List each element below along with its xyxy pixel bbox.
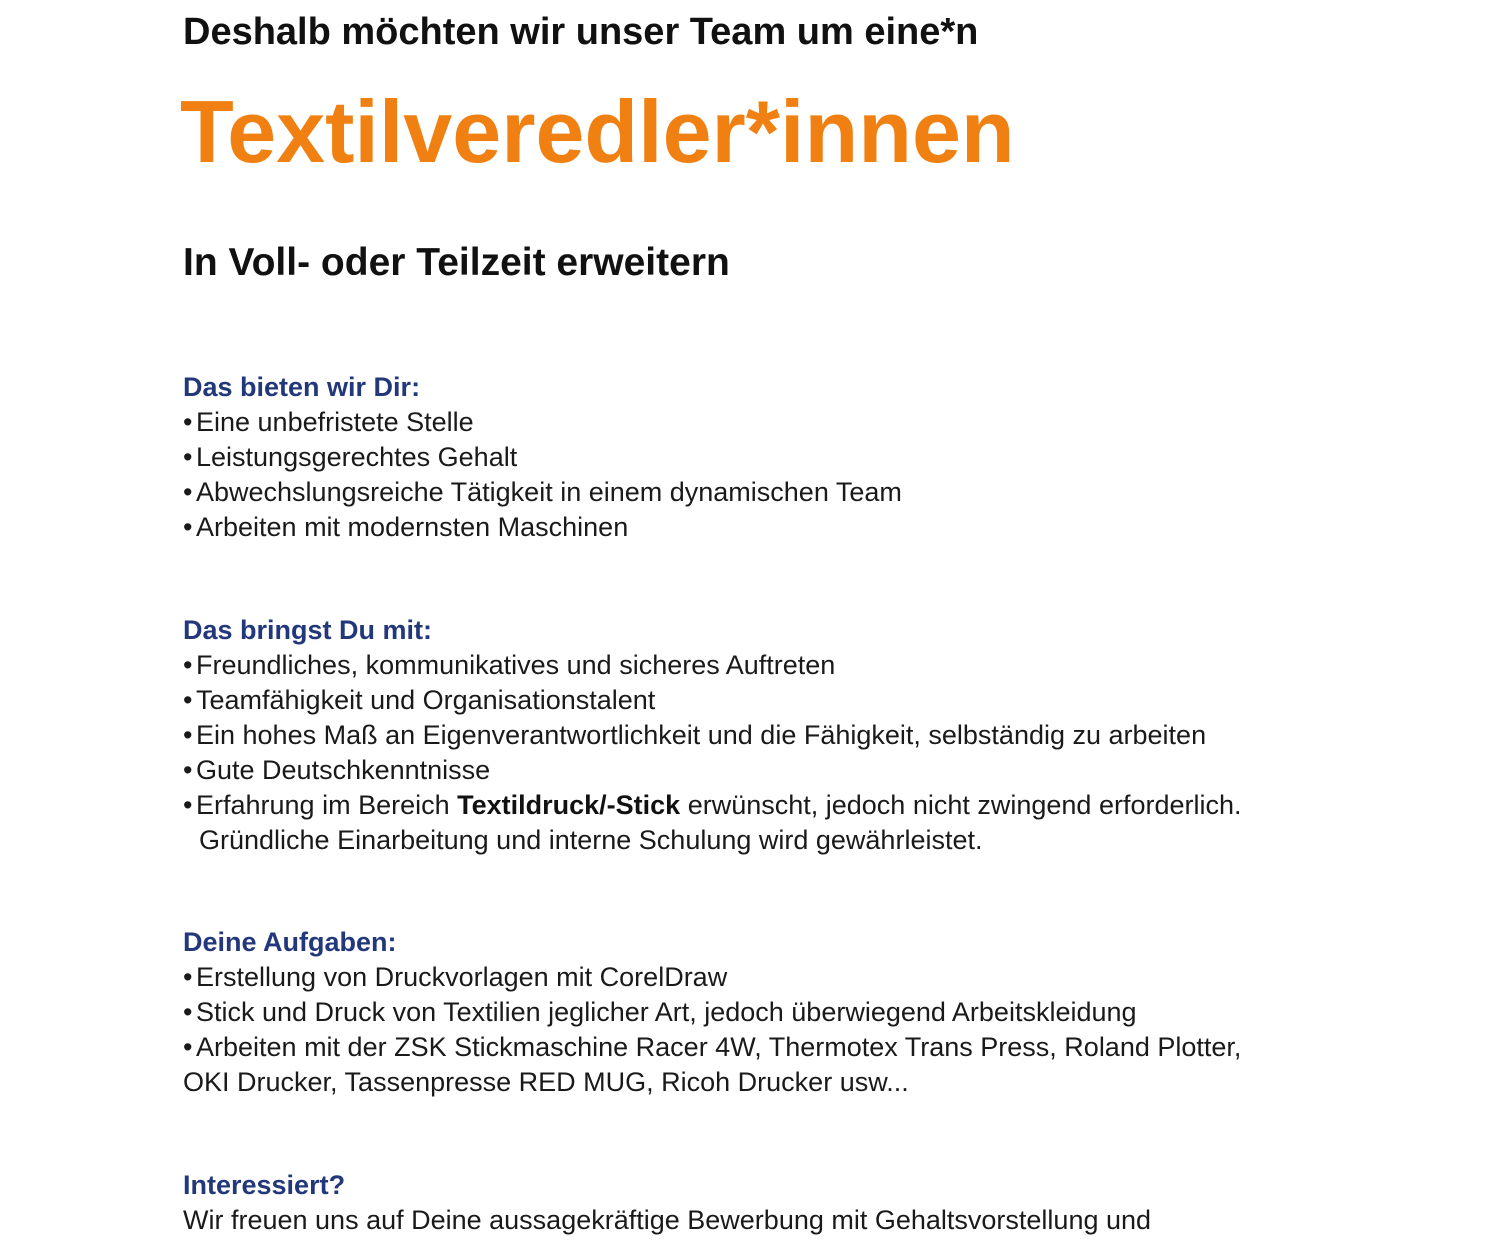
intro-line: Deshalb möchten wir unser Team um eine*n bbox=[183, 11, 979, 53]
offer-section bbox=[183, 370, 1403, 545]
list-item: • Eine unbefristete Stelle bbox=[183, 405, 1403, 440]
list-item: • Stick und Druck von Textilien jeglicher Art, jedoch überwiegend Arbeitskleidung bbox=[183, 995, 1403, 1030]
bullet-icon: • bbox=[183, 790, 193, 820]
requirements-heading: Das bringst Du mit: bbox=[183, 615, 433, 645]
list-item: • Erstellung von Druckvorlagen mit CorelDraw bbox=[183, 960, 1403, 995]
requirements-section bbox=[183, 613, 1403, 858]
bullet-icon: • bbox=[183, 650, 193, 680]
tasks-section bbox=[183, 925, 1403, 1100]
bullet-icon: • bbox=[183, 477, 193, 507]
list-item: • Abwechslungsreiche Tätigkeit in einem dynamischen Team bbox=[183, 475, 1403, 510]
tasks-list bbox=[183, 960, 1403, 1065]
bullet-icon: • bbox=[183, 512, 193, 542]
list-item: • Gute Deutschkenntnisse bbox=[183, 753, 1403, 788]
list-item: • Ein hohes Maß an Eigenverantwortlichkeit und die Fähigkeit, selbständig zu arbeiten bbox=[183, 718, 1403, 753]
bullet-icon: • bbox=[183, 407, 193, 437]
offer-heading: Das bieten wir Dir: bbox=[183, 372, 421, 402]
tasks-continuation: OKI Drucker, Tassenpresse RED MUG, Ricoh Drucker usw... bbox=[183, 1067, 909, 1097]
bullet-icon: • bbox=[183, 442, 193, 472]
tasks-heading: Deine Aufgaben: bbox=[183, 927, 397, 957]
bullet-icon: • bbox=[183, 685, 193, 715]
job-posting bbox=[180, 0, 1383, 1250]
bullet-icon: • bbox=[183, 1032, 193, 1062]
list-item: • Freundliches, kommunikatives und sicheres Auftreten bbox=[183, 648, 1403, 683]
experience-keyword: Textildruck/-Stick bbox=[457, 790, 681, 820]
bullet-icon: • bbox=[183, 997, 193, 1027]
experience-continuation: Gründliche Einarbeitung und interne Schulung wird gewährleistet. bbox=[199, 825, 983, 855]
employment-type-subtitle: In Voll- oder Teilzeit erweitern bbox=[183, 241, 730, 284]
list-item-experience: • Erfahrung im Bereich Textildruck/-Stick erwünscht, jedoch nicht zwingend erforderlich. bbox=[183, 788, 1403, 823]
list-item: • Teamfähigkeit und Organisationstalent bbox=[183, 683, 1403, 718]
offer-list bbox=[183, 405, 1403, 545]
bullet-icon: • bbox=[183, 962, 193, 992]
contact-heading: Interessiert? bbox=[183, 1170, 346, 1200]
job-title: Textilveredler*innen bbox=[180, 82, 1015, 181]
bullet-icon: • bbox=[183, 720, 193, 750]
contact-text: Wir freuen uns auf Deine aussagekräftige Bewerbung mit Gehaltsvorstellung und bbox=[183, 1205, 1152, 1235]
contact-section bbox=[183, 1168, 1403, 1238]
list-item: • Leistungsgerechtes Gehalt bbox=[183, 440, 1403, 475]
requirements-list bbox=[183, 648, 1403, 823]
list-item: • Arbeiten mit modernsten Maschinen bbox=[183, 510, 1403, 545]
bullet-icon: • bbox=[183, 755, 193, 785]
list-item: • Arbeiten mit der ZSK Stickmaschine Racer 4W, Thermotex Trans Press, Roland Plotter, bbox=[183, 1030, 1403, 1065]
